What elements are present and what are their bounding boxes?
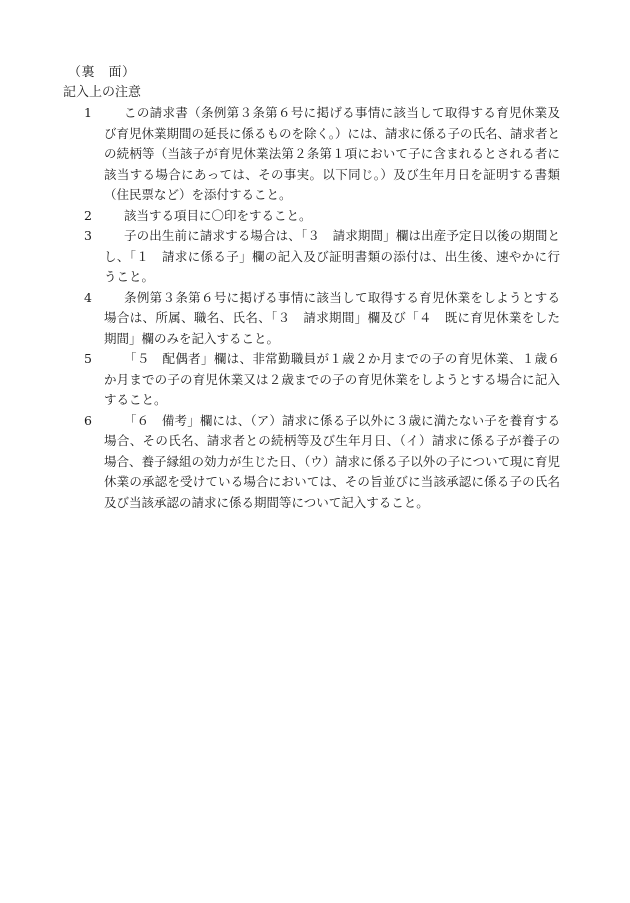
note-item-2	[84, 206, 560, 227]
note-number: 5	[84, 351, 92, 366]
note-number: 4	[84, 289, 92, 305]
note-item-3	[84, 226, 560, 288]
note-text: 条例第３条第６号に掲げる事情に該当して取得する育児休業をしようとする場合は、所属、職名、氏名、「３ 請求期間」欄及び「４ 既に育児休業をした期間」欄のみを記入すること。	[104, 289, 560, 346]
note-number: 2	[84, 207, 92, 223]
note-number: 1	[84, 105, 92, 120]
side-label: （裏 面）	[68, 65, 136, 80]
note-text: この請求書（条例第３条第６号に掲げる事情に該当して取得する育児休業及び育児休業期間の延長に係るものを除く。）には、請求に係る子の氏名、請求者との続柄等（当該子が育児休業法第２条第１項において子に含まれるとされる者に該当する場合にあっては、その事実。以下同じ。）及び生年月日を証明する書類（住民票など）を添付すること。	[104, 105, 561, 202]
note-number: 3	[84, 228, 92, 243]
note-text: 「６ 備考」欄には、（ア）請求に係る子以外に３歳に満たない子を養育する場合、その氏名、請求者との続柄等及び生年月日、（イ）請求に係る子が養子の場合、養子縁組の効力が生じた日、（ウ）請求に係る子以外の子について現に育児休業の承認を受けている場合においては、その旨並びに当該承認に係る子の氏名及び当該承認の請求に係る期間等について記入すること。	[104, 412, 561, 510]
note-item-4	[84, 288, 560, 350]
note-number: 6	[84, 412, 92, 428]
notes-title: 記入上の注意	[63, 85, 142, 100]
note-text: 「５ 配偶者」欄は、非常勤職員が１歳２か月までの子の育児休業、１歳６か月までの子の育児休業又は２歳までの子の育児休業をしようとする場合に記入すること。	[104, 351, 560, 407]
note-item-1	[84, 103, 560, 206]
note-item-6	[84, 411, 560, 514]
note-text: 子の出生前に請求する場合は、「３ 請求期間」欄は出産予定日以後の期間とし、「１ 請求に係る子」欄の記入及び証明書類の添付は、出生後、速やかに行うこと。	[104, 228, 560, 284]
notes-list	[84, 103, 560, 513]
note-item-5	[84, 349, 560, 411]
note-text: 該当する項目に〇印をすること。	[124, 207, 312, 223]
